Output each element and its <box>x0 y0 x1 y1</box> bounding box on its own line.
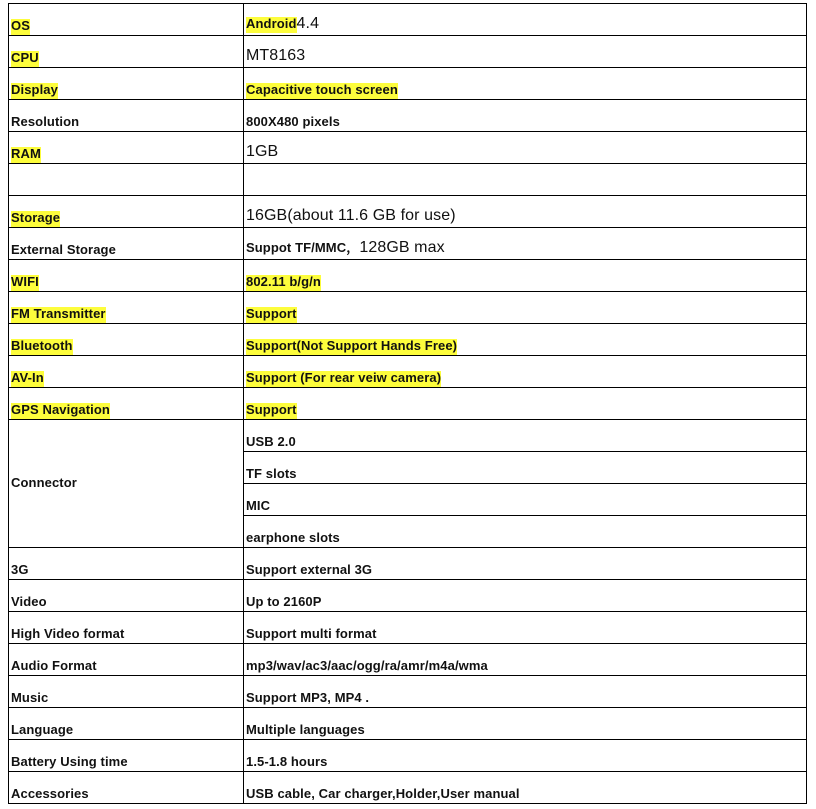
spec-label-cell <box>9 228 244 260</box>
spec-value: mp3/wav/ac3/aac/ogg/ra/amr/m4a/wma <box>246 658 488 673</box>
spec-value-cell <box>244 292 807 324</box>
spec-value-cell <box>244 132 807 164</box>
spec-value: MIC <box>246 498 271 513</box>
spec-value: USB cable, Car charger,Holder,User manual <box>246 786 520 801</box>
spec-value: Up to 2160P <box>246 594 322 609</box>
spec-value: TF slots <box>246 466 297 481</box>
spec-value: 4.4 <box>296 15 320 32</box>
spec-label-cell <box>9 676 244 708</box>
spec-table-body <box>9 4 807 804</box>
spec-row-wifi <box>9 260 807 292</box>
spec-label-cell <box>9 356 244 388</box>
spec-label: AV-In <box>11 370 44 385</box>
spec-row-os <box>9 4 807 36</box>
spec-row-accessories <box>9 772 807 804</box>
spec-value: Multiple languages <box>246 722 365 737</box>
spec-row-connector-item <box>9 420 807 452</box>
spec-label-cell <box>9 708 244 740</box>
spec-label: Accessories <box>11 786 89 801</box>
spec-row-cpu <box>9 36 807 68</box>
spec-label: Connector <box>11 475 77 490</box>
spec-value: MT8163 <box>246 47 306 64</box>
spec-value-cell <box>244 260 807 292</box>
spec-label: WIFI <box>11 274 39 289</box>
spec-value-cell <box>244 164 807 196</box>
spec-label-cell <box>9 4 244 36</box>
spec-label: 3G <box>11 562 29 577</box>
spec-label: Audio Format <box>11 658 97 673</box>
spec-label-cell <box>9 740 244 772</box>
spec-value-cell <box>244 612 807 644</box>
spec-label-cell <box>9 68 244 100</box>
spec-label-cell <box>9 580 244 612</box>
spec-label: High Video format <box>11 626 125 641</box>
spec-value-cell <box>244 36 807 68</box>
spec-label: Battery Using time <box>11 754 128 769</box>
spec-value: Suppot TF/MMC， <box>246 240 360 255</box>
spec-label: OS <box>11 18 30 33</box>
spec-value: earphone slots <box>246 530 340 545</box>
spec-label: Display <box>11 82 58 97</box>
spec-value: Support MP3, MP4 . <box>246 690 370 705</box>
spec-value-cell <box>244 420 807 452</box>
spec-row-bluetooth <box>9 324 807 356</box>
spec-value-cell <box>244 68 807 100</box>
spec-label: External Storage <box>11 242 116 257</box>
spec-value-cell <box>244 676 807 708</box>
spec-value-cell <box>244 452 807 484</box>
spec-value-cell <box>244 548 807 580</box>
spec-value: USB 2.0 <box>246 434 296 449</box>
spec-value-cell <box>244 388 807 420</box>
spec-value: Support external 3G <box>246 562 373 577</box>
spec-label: FM Transmitter <box>11 306 106 321</box>
spec-row-3g <box>9 548 807 580</box>
spec-label-cell <box>9 644 244 676</box>
spec-row-audio-format <box>9 644 807 676</box>
spec-value-cell <box>244 324 807 356</box>
spec-value: 800X480 pixels <box>246 114 340 129</box>
spec-value-cell <box>244 484 807 516</box>
spec-label-cell <box>9 196 244 228</box>
spec-row-battery-using-time <box>9 740 807 772</box>
spec-value-cell <box>244 740 807 772</box>
spec-label-cell <box>9 388 244 420</box>
spec-row-ram <box>9 132 807 164</box>
spec-value: 1GB <box>246 143 279 160</box>
spec-value-cell <box>244 196 807 228</box>
spec-row-high-video-format <box>9 612 807 644</box>
spec-row-av-in <box>9 356 807 388</box>
spec-row-external-storage <box>9 228 807 260</box>
spec-value: 16GB(about 11.6 GB for use) <box>246 207 456 224</box>
spec-row-resolution <box>9 100 807 132</box>
spec-label-cell <box>9 260 244 292</box>
spec-label-cell <box>9 132 244 164</box>
spec-row-video <box>9 580 807 612</box>
spec-label-cell <box>9 324 244 356</box>
spec-row-language <box>9 708 807 740</box>
spec-row-blank <box>9 164 807 196</box>
spec-value-cell <box>244 708 807 740</box>
spec-value-cell <box>244 100 807 132</box>
spec-table <box>8 3 807 804</box>
spec-value: Support multi format <box>246 626 377 641</box>
spec-label: Video <box>11 594 47 609</box>
spec-value: Support(Not Support Hands Free) <box>246 338 458 353</box>
spec-value: Capacitive touch screen <box>246 82 398 97</box>
spec-value-cell <box>244 4 807 36</box>
spec-row-fm-transmitter <box>9 292 807 324</box>
spec-value-cell <box>244 580 807 612</box>
spec-value: Android <box>246 16 297 31</box>
spec-label-cell <box>9 164 244 196</box>
spec-label: GPS Navigation <box>11 402 110 417</box>
spec-value-cell <box>244 772 807 804</box>
spec-value-cell <box>244 644 807 676</box>
spec-label-cell <box>9 292 244 324</box>
spec-label: Bluetooth <box>11 338 73 353</box>
spec-label: Resolution <box>11 114 80 129</box>
spec-row-display <box>9 68 807 100</box>
spec-label: RAM <box>11 146 41 161</box>
spec-label: Storage <box>11 210 61 225</box>
spec-row-music <box>9 676 807 708</box>
spec-label-cell <box>9 100 244 132</box>
spec-label: CPU <box>11 50 39 65</box>
spec-label-cell <box>9 612 244 644</box>
spec-value-cell <box>244 356 807 388</box>
spec-label: Language <box>11 722 74 737</box>
spec-value: Support <box>246 402 297 417</box>
spec-value-cell <box>244 228 807 260</box>
spec-label: Music <box>11 690 49 705</box>
spec-row-gps-navigation <box>9 388 807 420</box>
spec-value: 128GB max <box>359 239 445 256</box>
spec-label-cell <box>9 548 244 580</box>
spec-value: Support (For rear veiw camera) <box>246 370 442 385</box>
spec-label-cell <box>9 420 244 548</box>
spec-value-cell <box>244 516 807 548</box>
spec-value: 802.11 b/g/n <box>246 274 321 289</box>
spec-label-cell <box>9 772 244 804</box>
spec-label-cell <box>9 36 244 68</box>
spec-value: 1.5-1.8 hours <box>246 754 328 769</box>
spec-row-storage <box>9 196 807 228</box>
spec-value: Support <box>246 306 297 321</box>
